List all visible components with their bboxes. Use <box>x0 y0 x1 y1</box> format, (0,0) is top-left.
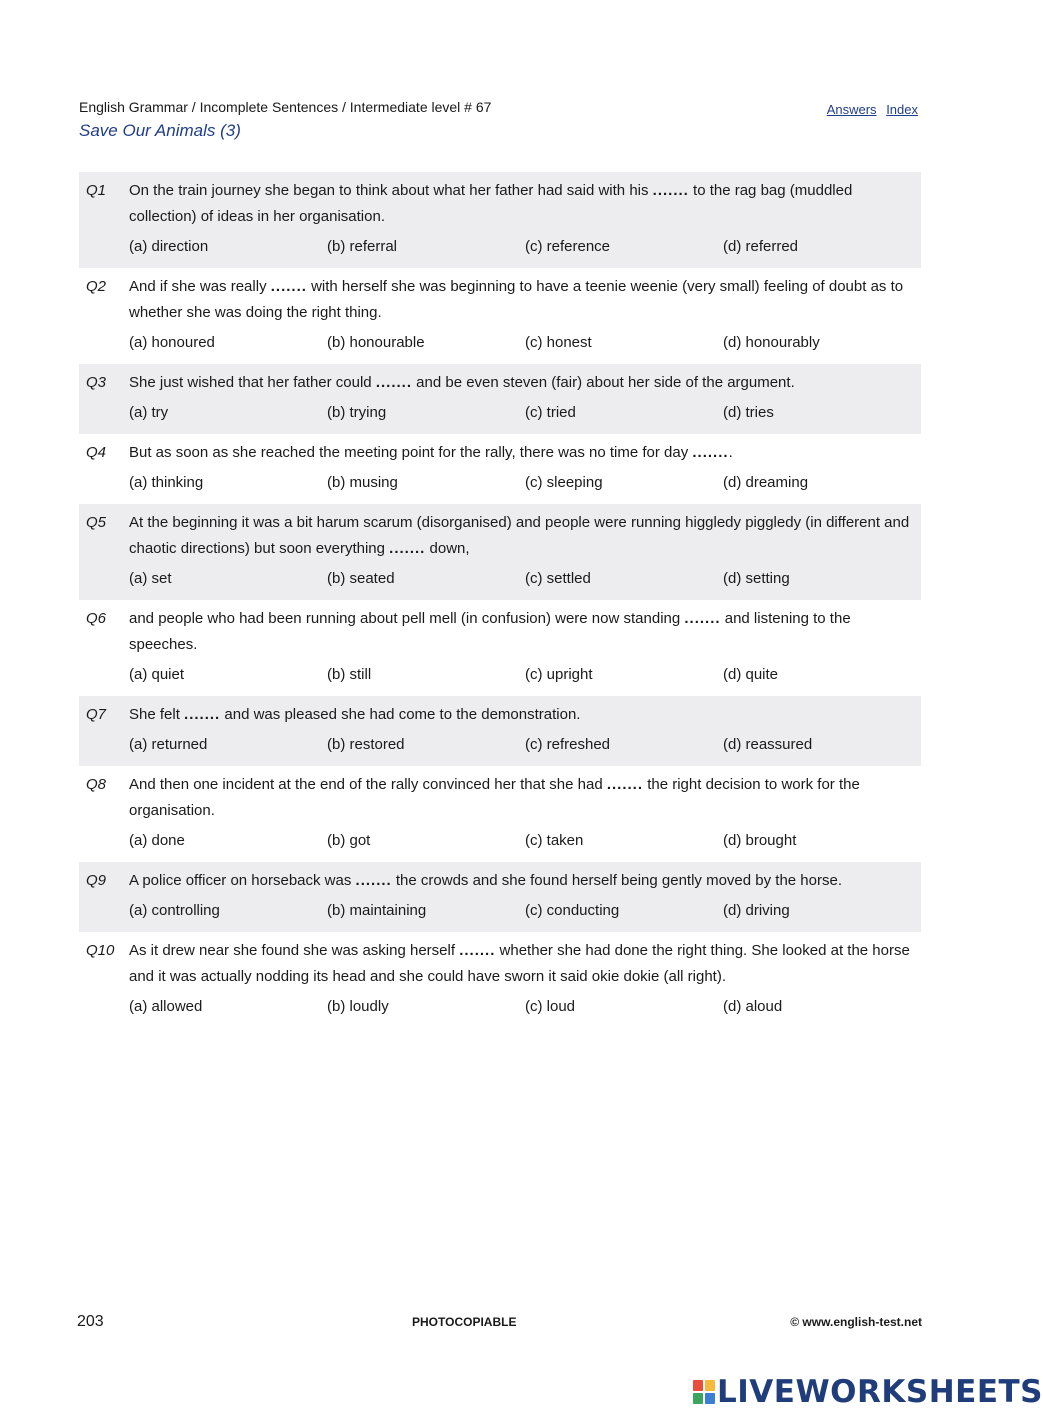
question-line <box>79 606 921 658</box>
liveworksheets-brand[interactable] <box>693 1374 1043 1410</box>
question-text-after: and be even steven (fair) about her side of the argument. <box>412 374 795 391</box>
question-text-after: whether she had done the right thing. She looked at the horse and it was actually nodding its head and she could have sworn it said okie dokie (all right). <box>129 942 910 985</box>
index-link[interactable]: Index <box>886 102 918 117</box>
answer-option[interactable]: (c) refreshed <box>525 736 611 753</box>
page-title: Save Our Animals (3) <box>79 121 241 140</box>
answer-option[interactable]: (d) brought <box>723 832 797 849</box>
answer-options <box>129 470 921 496</box>
question-row <box>79 364 921 434</box>
question-text-after: . <box>728 444 733 461</box>
question-line <box>79 274 921 326</box>
answer-options <box>129 566 921 592</box>
question-text-before: And if she was really <box>129 278 271 295</box>
question-text <box>129 370 917 396</box>
answer-options <box>129 828 921 854</box>
question-text <box>129 178 917 230</box>
answer-option[interactable]: (a) returned <box>129 736 208 753</box>
question-line <box>79 868 921 894</box>
answer-blank[interactable]: ....... <box>389 540 426 557</box>
question-row <box>79 766 921 862</box>
question-text-after: down, <box>425 540 470 557</box>
answer-option[interactable]: (d) honourably <box>723 334 820 351</box>
answer-option[interactable]: (b) got <box>327 832 371 849</box>
question-text <box>129 510 917 562</box>
question-line <box>79 440 921 466</box>
answer-option[interactable]: (a) try <box>129 404 169 421</box>
answer-option[interactable]: (a) quiet <box>129 666 185 683</box>
answer-option[interactable]: (c) settled <box>525 570 591 587</box>
answer-option[interactable]: (c) conducting <box>525 902 620 919</box>
answer-option[interactable]: (a) done <box>129 832 185 849</box>
question-row <box>79 696 921 766</box>
question-number: Q7 <box>86 706 107 723</box>
question-row <box>79 434 921 504</box>
answer-option[interactable]: (c) upright <box>525 666 593 683</box>
answer-blank[interactable]: ....... <box>375 374 412 391</box>
answer-option[interactable]: (d) quite <box>723 666 779 683</box>
question-line <box>79 772 921 824</box>
page-footer <box>77 1313 922 1335</box>
question-number: Q2 <box>86 278 107 295</box>
question-text-after: the right decision to work for the organisation. <box>129 776 860 819</box>
answer-option[interactable]: (d) setting <box>723 570 790 587</box>
answer-options <box>129 732 921 758</box>
question-text <box>129 938 917 990</box>
answer-blank[interactable]: ....... <box>270 278 307 295</box>
answer-blank[interactable]: ....... <box>652 182 689 199</box>
question-row <box>79 172 921 268</box>
answer-blank[interactable]: ....... <box>606 776 644 793</box>
question-text-after: and listening to the speeches. <box>129 610 851 653</box>
page-number: 203 <box>77 1313 104 1330</box>
question-number: Q4 <box>86 444 107 461</box>
question-number: Q1 <box>86 182 107 199</box>
answer-options <box>129 994 921 1020</box>
answers-link[interactable]: Answers <box>826 102 877 117</box>
question-number: Q10 <box>86 942 115 959</box>
answer-option[interactable]: (b) seated <box>327 570 395 587</box>
answer-option[interactable]: (c) sleeping <box>525 474 603 491</box>
question-text-before: A police officer on horseback was <box>129 872 356 889</box>
question-number: Q9 <box>86 872 107 889</box>
question-number: Q8 <box>86 776 107 793</box>
question-text-before: At the beginning it was a bit harum scarum (disorganised) and people were running higgledy piggledy (in different and chaotic directions) but soon everything <box>129 514 910 557</box>
answer-option[interactable]: (c) taken <box>525 832 584 849</box>
answer-option[interactable]: (b) musing <box>327 474 398 491</box>
answer-option[interactable]: (d) tries <box>723 404 774 421</box>
answer-option[interactable]: (d) aloud <box>723 998 783 1015</box>
question-row <box>79 862 921 932</box>
question-row <box>79 268 921 364</box>
answer-options <box>129 898 921 924</box>
answer-blank[interactable]: ....... <box>184 706 221 723</box>
answer-blank[interactable]: ....... <box>692 444 729 461</box>
question-text <box>129 868 917 894</box>
question-row <box>79 504 921 600</box>
answer-option[interactable]: (d) dreaming <box>723 474 809 491</box>
answer-option[interactable]: (b) honourable <box>327 334 425 351</box>
answer-option[interactable]: (b) trying <box>327 404 387 421</box>
question-number: Q6 <box>86 610 107 627</box>
question-text <box>129 772 917 824</box>
answer-option[interactable]: (c) tried <box>525 404 576 421</box>
answer-blank[interactable]: ....... <box>459 942 496 959</box>
answer-option[interactable]: (c) honest <box>525 334 592 351</box>
liveworksheets-logo-icon <box>693 1380 715 1404</box>
answer-options <box>129 400 921 426</box>
breadcrumb: English Grammar / Incomplete Sentences / Intermediate level # 67 <box>79 99 492 115</box>
answer-option[interactable]: (b) maintaining <box>327 902 427 919</box>
question-text-before: And then one incident at the end of the rally convinced her that she had <box>129 776 607 793</box>
question-line <box>79 510 921 562</box>
answer-option[interactable]: (b) loudly <box>327 998 389 1015</box>
answer-option[interactable]: (a) direction <box>129 238 209 255</box>
question-text-before: and people who had been running about pell mell (in confusion) were now standing <box>129 610 685 627</box>
question-text-after: and was pleased she had come to the demonstration. <box>220 706 581 723</box>
answer-options <box>129 662 921 688</box>
answer-option[interactable]: (a) allowed <box>129 998 203 1015</box>
question-text-before: She just wished that her father could <box>129 374 376 391</box>
answer-option[interactable]: (a) thinking <box>129 474 204 491</box>
question-text-before: On the train journey she began to think about what her father had said with his <box>129 182 653 199</box>
answer-option[interactable]: (d) reassured <box>723 736 813 753</box>
question-text-after: the crowds and she found herself being gently moved by the horse. <box>391 872 842 889</box>
question-number: Q3 <box>86 374 107 391</box>
question-line <box>79 370 921 396</box>
answer-option[interactable]: (b) restored <box>327 736 405 753</box>
answer-option[interactable]: (d) driving <box>723 902 790 919</box>
answer-blank[interactable]: ....... <box>684 610 721 627</box>
answer-option[interactable]: (b) still <box>327 666 372 683</box>
question-text <box>129 702 917 728</box>
question-line <box>79 178 921 230</box>
question-line <box>79 938 921 990</box>
question-text <box>129 606 917 658</box>
question-row <box>79 932 921 1028</box>
question-number: Q5 <box>86 514 107 531</box>
answer-option[interactable]: (b) referral <box>327 238 398 255</box>
answer-option[interactable]: (a) set <box>129 570 172 587</box>
question-row <box>79 600 921 696</box>
question-text <box>129 440 917 466</box>
copyright-notice: © www.english-test.net <box>790 1315 922 1329</box>
question-line <box>79 702 921 728</box>
question-text-before: She felt <box>129 706 185 723</box>
answer-option[interactable]: (a) controlling <box>129 902 220 919</box>
photocopiable-label: PHOTOCOPIABLE <box>412 1315 517 1329</box>
page-header <box>79 99 921 141</box>
answer-options <box>129 330 921 356</box>
brand-name: LIVEWORKSHEETS <box>717 1374 1043 1410</box>
question-text-before: As it drew near she found she was asking herself <box>129 942 460 959</box>
question-text <box>129 274 917 326</box>
question-text-before: But as soon as she reached the meeting point for the rally, there was no time for day <box>129 444 693 461</box>
answer-option[interactable]: (d) referred <box>723 238 799 255</box>
answer-option[interactable]: (a) honoured <box>129 334 215 351</box>
question-list <box>79 172 921 1028</box>
answer-option[interactable]: (c) reference <box>525 238 611 255</box>
answer-blank[interactable]: ....... <box>355 872 392 889</box>
question-text-after: to the rag bag (muddled collection) of ideas in her organisation. <box>129 182 853 225</box>
answer-options <box>129 234 921 260</box>
answer-option[interactable]: (c) loud <box>525 998 576 1015</box>
question-text-after: with herself she was beginning to have a teenie weenie (very small) feeling of doubt as to whether she was doing the right thing. <box>129 278 904 321</box>
header-links <box>821 102 918 117</box>
